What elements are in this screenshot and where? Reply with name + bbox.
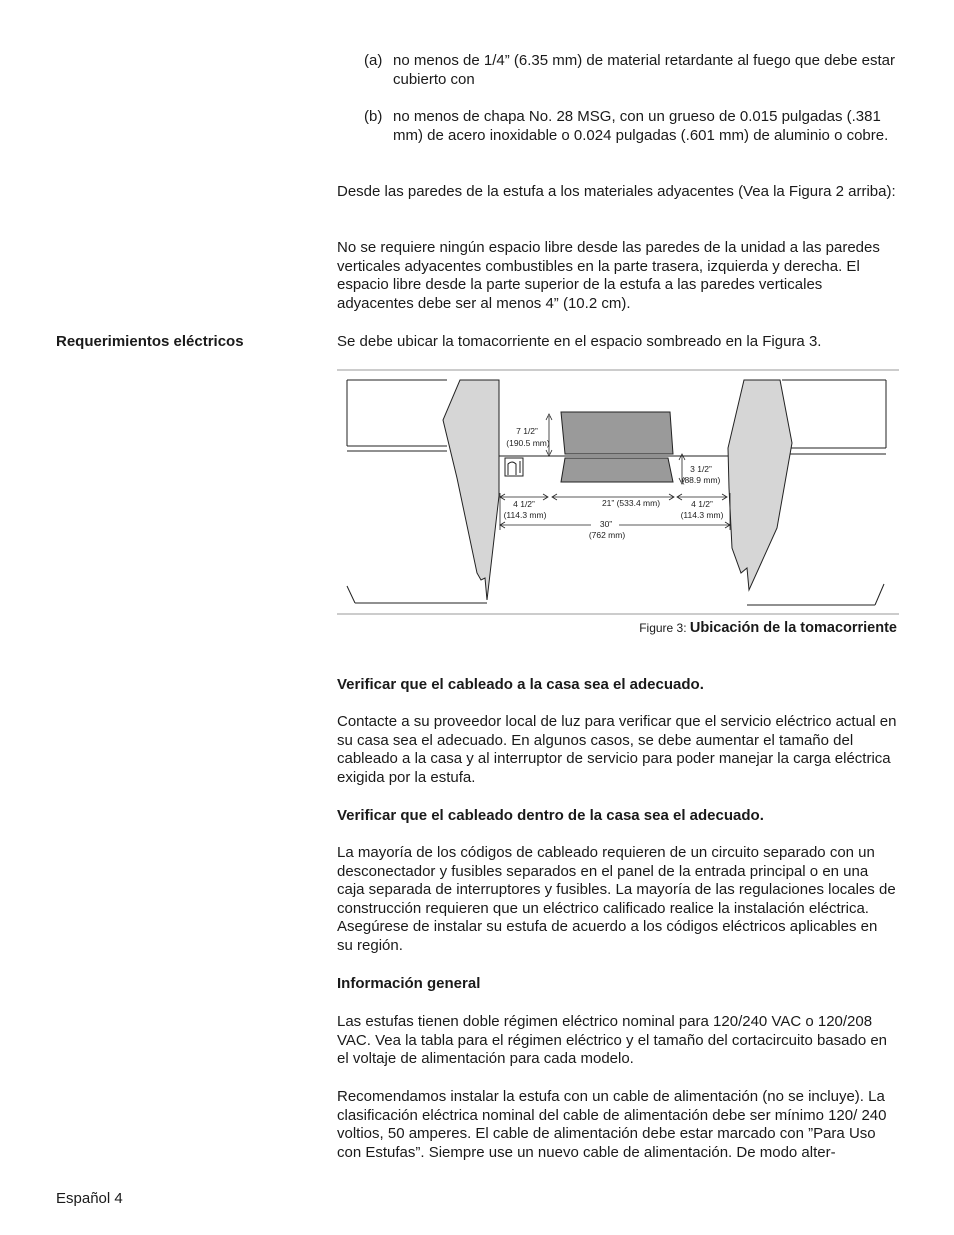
heading-house-wiring: Verificar que el cableado a la casa sea el adecuado. [337, 676, 704, 693]
list-label: (a) [364, 52, 383, 69]
figure-label: Figure 3: [639, 621, 687, 635]
outlet-zone-lower [561, 458, 673, 482]
paragraph-inside-wiring: La mayoría de los códigos de cableado requieren de un circuito separado con un desconectador y fusibles separados en el panel de la entrada principal o en una caja separada de interruptores y fusibles. La mayoría de las regulaciones locales de construcción requieren que un eléctrico calificado realice la instalación eléctrica. Asegúrese de instalar su estufa de acuerdo a los códigos eléctricos aplicables en su región. [337, 844, 896, 954]
dim-center: 21” (533.4 mm) [601, 498, 661, 508]
list-item-a [364, 52, 904, 89]
heading-general-info: Información general [337, 975, 481, 992]
dim-low-mm: (88.9 mm) [681, 475, 721, 485]
dim-left-mm: (114.3 mm) [503, 510, 547, 520]
left-cabinet-side [443, 380, 499, 600]
dim-right-mm: (114.3 mm) [680, 510, 724, 520]
paragraph-house-wiring: Contacte a su proveedor local de luz para verificar que el servicio eléctrico actual en su casa sea el adecuado. En algunos casos, se debe aumentar el tamaño del cableado a la casa y al interruptor de servicio para poder manejar la carga eléctrica exigida por la estufa. [337, 713, 897, 786]
paragraph-power-cord: Recomendamos instalar la estufa con un cable de alimentación (no se incluye). La clasificación eléctrica nominal del cable de alimentación debe ser mínimo 120/ 240 voltios, 50 amperes. El cable de alimentación debe estar marcado con ”Para Uso con Estufas”. Siempre use un nuevo cable de alimentación. De modo alter- [337, 1088, 887, 1161]
heading-inside-wiring: Verificar que el cableado dentro de la casa sea el adecuado. [337, 807, 764, 824]
paragraph-clearance: No se requiere ningún espacio libre desde las paredes de la unidad a las paredes verticales adyacentes combustibles en la parte trasera, izquierda y derecha. El espacio libre desde la parte superior de la estufa a las paredes verticales adyacentes debe ser al menos 4” (10.2 cm). [337, 239, 880, 312]
dim-height-in: 7 1/2” [516, 426, 538, 436]
list-label: (b) [364, 108, 383, 125]
outlet-zone-upper [561, 412, 673, 454]
dim-right-in: 4 1/2” [691, 499, 713, 509]
dim-low-in: 3 1/2” [690, 464, 712, 474]
paragraph-ratings: Las estufas tienen doble régimen eléctrico nominal para 120/240 VAC o 120/208 VAC. Vea la tabla para el régimen eléctrico y el tamaño del cortacircuito basado en el voltaje de alimentación para cada modelo. [337, 1013, 888, 1068]
outlet-symbol [505, 458, 523, 476]
figure-caption [337, 620, 897, 636]
list-item-b [364, 108, 904, 145]
paragraph-clearance-intro: Desde las paredes de la estufa a los materiales adyacentes (Vea la Figura 2 arriba): [337, 183, 896, 200]
page-footer: Español 4 [56, 1190, 123, 1207]
dim-left-in: 4 1/2” [513, 499, 535, 509]
right-cabinet-side [728, 380, 792, 590]
figure-title: Ubicación de la tomacorriente [689, 620, 897, 636]
list-text: no menos de chapa No. 28 MSG, con un grueso de 0.015 pulgadas (.381 mm) de acero inoxidable o 0.024 pulgadas (.601 mm) de aluminio o cobre. [393, 108, 889, 144]
list-text: no menos de 1/4” (6.35 mm) de material retardante al fuego que debe estar cubierto con [393, 52, 895, 88]
figure-outlet-diagram [337, 368, 899, 616]
dim-total-in: 30” [599, 519, 613, 529]
paragraph-outlet: Se debe ubicar la tomacorriente en el espacio sombreado en la Figura 3. [337, 333, 822, 350]
side-heading: Requerimientos eléctricos [56, 333, 244, 350]
dim-total-mm: (762 mm) [588, 530, 626, 540]
dim-height-mm: (190.5 mm) [506, 438, 550, 448]
